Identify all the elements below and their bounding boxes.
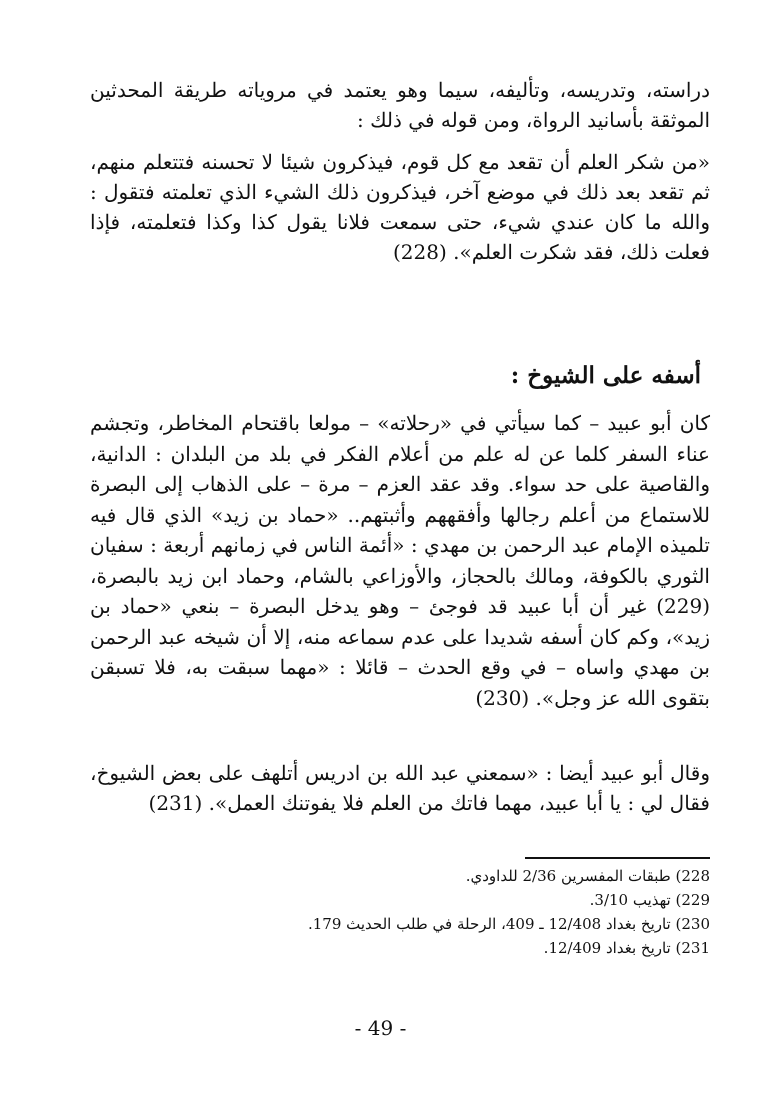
footnote-231: 231) تاريخ بغداد 12/409. (543, 939, 710, 957)
paragraph-travel: كان أبو عبيد – كما سيأتي في «رحلاته» – مولعا باقتحام المخاطر، وتجشم عناء السفر كلما عن له علم من أعلام الفكر في بلد من البلدان : الدانية، والقاصية على حد سواء. وقد عقد العزم – مرة – على الذهاب إلى البصرة للاستماع من أعلم رجالها وأفقههم وأثبتهم.. «حماد بن زيد» الذي قال فيه تلميذه الإمام عبد الرحمن بن مهدي : «أئمة الناس في زمانهم أربعة : سفيان الثوري بالكوفة، ومالك بالحجاز، والأوزاعي بالشام، وحماد ابن زيد بالبصرة، (229) غير أن أبا عبيد قد فوجئ – وهو يدخل البصرة – بنعي «حماد بن زيد»، وكم كان أسفه شديدا على عدم سماعه منه، إلا أن شيخه عبد الرحمن بن مهدي واساه – في وقع الحدث – قائلا : «مهما سبقت به، فلا تسبقن بتقوى الله عز وجل». (230) (90, 411, 711, 710)
section-heading: أسفه على الشيوخ : (510, 362, 701, 389)
paragraph-quote: «من شكر العلم أن تقعد مع كل قوم، فيذكرون شيئا لا تحسنه فتتعلم منهم، ثم تقعد بعد ذلك في موضع آخر، فيذكرون ذلك الشيء الذي تعلمته فتقول : والله ما كان عندي شيء، حتى سمعت فلانا يقول كذا وكذا فتعلمته، فإذا فعلت ذلك، فقد شكرت العلم». (228) (90, 150, 710, 264)
footnote-divider (525, 857, 710, 859)
footnote-230: 230) تاريخ بغداد 12/408 ـ 409، الرحلة في طلب الحديث 179. (307, 915, 710, 933)
footnote-228: 228) طبقات المفسرين 2/36 للداودي. (465, 867, 710, 885)
page-number: - 49 - (354, 1016, 407, 1040)
footnote-229: 229) تهذيب 3/10. (589, 891, 710, 909)
paragraph-intro: دراسته، وتدريسه، وتأليفه، سيما وهو يعتمد في مروياته طريقة المحدثين الموثقة بأسانيد الرواة، ومن قوله في ذلك : (90, 78, 710, 132)
paragraph-saying: وقال أبو عبيد أيضا : «سمعني عبد الله بن ادريس أتلهف على بعض الشيوخ، فقال لي : يا أبا عبيد، مهما فاتك من العلم فلا يفوتنك العمل». (231) (90, 761, 710, 815)
